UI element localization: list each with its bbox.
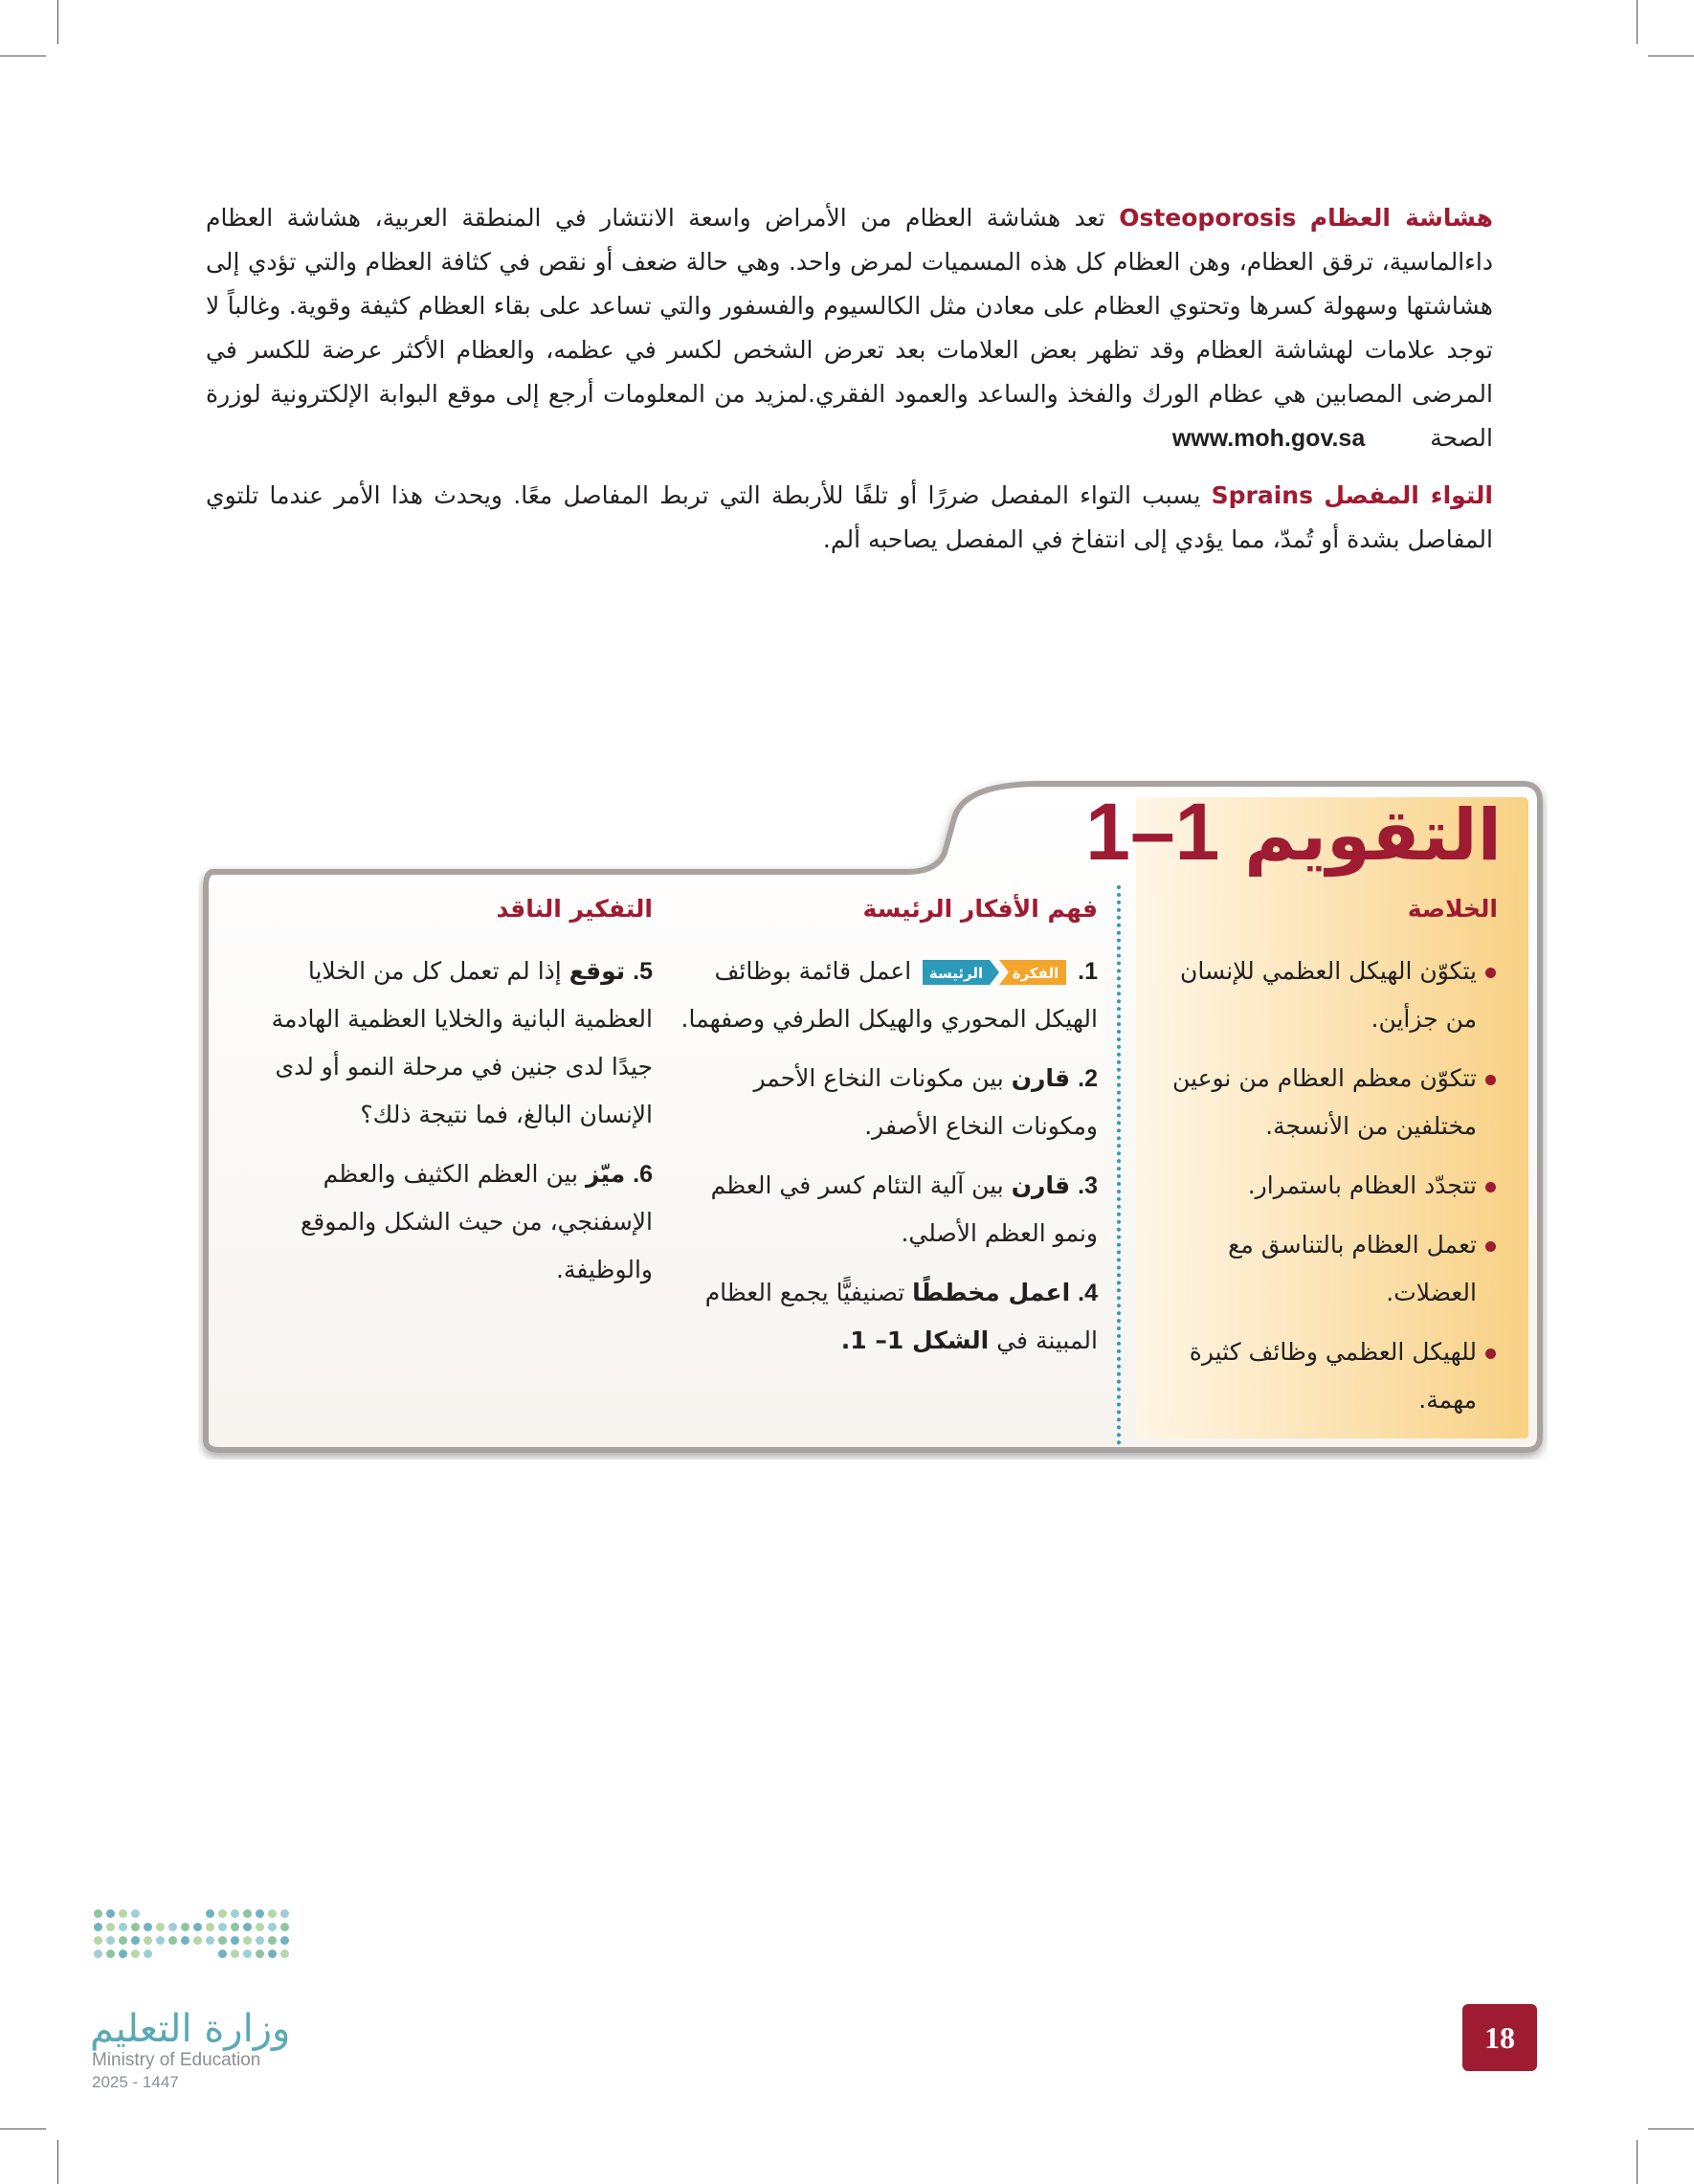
badge-text-left: الفكرة	[1012, 965, 1059, 982]
question-number: 6.	[633, 1161, 653, 1188]
logo-dot	[256, 1909, 264, 1918]
logo-dot	[280, 1936, 289, 1945]
question-text: بين آلية التئام كسر في العظم ونمو العظم الأصلي.	[710, 1171, 1098, 1247]
logo-dot	[119, 1909, 127, 1918]
question-text: بين العظم الكثيف والعظم الإسفنجي، من حيث الشكل والموقع والوظيفة.	[300, 1160, 653, 1283]
question-text: اعمل قائمة بوظائف الهيكل المحوري والهيكل الطرفي وصفهما.	[680, 957, 1098, 1033]
logo-dot	[280, 1909, 289, 1918]
question-text: تصنيفيًّا يجمع العظام المبينة في	[704, 1279, 1098, 1354]
logo-dot	[243, 1936, 252, 1945]
logo-dot	[231, 1950, 239, 1958]
question-text: إذا لم تعمل كل من الخلايا العظمية البانية والخلايا العظمية الهادمة جيدًا لدى جنين في مرحلة النمو أو لدى الإنسان البالغ، فما نتيجة ذلك؟	[271, 957, 653, 1128]
crop-mark	[57, 2140, 58, 2184]
osteoporosis-paragraph	[206, 196, 1493, 460]
question-item	[677, 1055, 1098, 1150]
logo-dot	[280, 1923, 289, 1931]
logo-dot	[106, 1923, 115, 1931]
logo-dot	[268, 1950, 277, 1958]
logo-dot	[144, 1936, 152, 1945]
logo-dot	[94, 1950, 102, 1958]
page-number: 18	[1462, 2004, 1537, 2071]
logo-dot	[144, 1923, 152, 1931]
logo-dot	[156, 1936, 165, 1945]
logo-dot	[256, 1936, 264, 1945]
logo-dot	[181, 1936, 189, 1945]
review-title-number: 1–1	[1085, 787, 1220, 877]
main-ideas-column	[677, 895, 1098, 1376]
logo-dot	[268, 1909, 277, 1918]
main-idea-badge	[923, 958, 1066, 987]
summary-item: يتكوّن الهيكل العظمي للإنسان من جزأين.	[1163, 947, 1477, 1043]
logo-dot	[243, 1950, 252, 1958]
main-ideas-heading: فهم الأفكار الرئيسة	[862, 895, 1098, 923]
column-divider	[1117, 885, 1121, 1445]
logo-dot	[268, 1923, 277, 1931]
review-title	[1085, 786, 1502, 879]
main-ideas-list	[677, 947, 1098, 1365]
osteoporosis-term-en: Osteoporosis	[1119, 204, 1297, 232]
question-verb: اعمل مخططًا	[912, 1279, 1071, 1306]
question-number: 3.	[1078, 1172, 1098, 1199]
logo-dot	[218, 1923, 227, 1931]
summary-item: تتكوّن معظم العظام من نوعين مختلفين من الأنسجة.	[1163, 1055, 1477, 1150]
crop-mark	[0, 2128, 46, 2129]
question-item	[677, 947, 1098, 1043]
summary-item: تعمل العظام بالتناسق مع العضلات.	[1163, 1221, 1477, 1317]
logo-dot	[106, 1936, 115, 1945]
bullet-icon	[1485, 1182, 1496, 1192]
logo-dot	[206, 1909, 214, 1918]
sprains-term-ar: التواء المفصل	[1324, 481, 1493, 509]
logo-dot	[256, 1950, 264, 1958]
logo-dot	[131, 1923, 140, 1931]
question-number: 4.	[1078, 1280, 1098, 1306]
logo-dot	[94, 1923, 102, 1931]
critical-thinking-heading: التفكير الناقد	[496, 895, 653, 923]
crop-mark	[1637, 0, 1638, 44]
logo-dot	[193, 1936, 202, 1945]
critical-thinking-column	[236, 895, 653, 1305]
bullet-icon	[1485, 1075, 1496, 1085]
critical-thinking-list	[236, 947, 653, 1294]
bullet-icon	[1485, 1348, 1496, 1359]
edition-year: 2025 - 1447	[92, 2073, 179, 2091]
logo-dot	[206, 1936, 214, 1945]
crop-mark	[1637, 2140, 1638, 2184]
review-box	[198, 780, 1548, 1460]
logo-dot	[168, 1923, 177, 1931]
logo-dot	[119, 1950, 127, 1958]
question-item	[236, 947, 653, 1139]
question-verb: توقع	[568, 957, 626, 985]
logo-dot	[193, 1923, 202, 1931]
logo-dot	[131, 1909, 140, 1918]
badge-text-right: الرئيسة	[929, 965, 984, 982]
logo-dot	[131, 1950, 140, 1958]
sprains-paragraph	[206, 474, 1493, 562]
sprains-text: يسبب التواء المفصل ضررًا أو تلفًا للأربطة التي تربط المفاصل معًا. ويحدث هذا الأمر عندما تلتوي المفاصل بشدة أو تُمدّ، مما يؤدي إلى انتفاخ في المفصل يصاحبه ألم.	[206, 481, 1493, 553]
question-verb: قارن	[1011, 1064, 1071, 1092]
ministry-name-ar: وزارة التعليم	[90, 2007, 291, 2051]
osteoporosis-text: تعد هشاشة العظام من الأمراض واسعة الانتشار في المنطقة العربية، هشاشة العظام داءالماسية، ترقق العظام، وهن العظام كل هذه المسميات لمرض واحد. وهي حالة ضعف أو نقص في كثافة العظام والتي تؤدي إلى هشاشتها وسهولة كسرها وتحتوي العظام على معادن مثل الكالسيوم والفسفور والتي تساعد على بقاء العظام كثيفة وقوية. وغالباً لا توجد علامات لهشاشة العظام وقد تظهر بعض العلامات بعد تعرض الشخص لكسر في عظمه، والعظام الأكثر عرضة للكسر في المرضى المصابين هي عظام الورك والفخذ والساعد والعمود الفقري.لمزيد من المعلومات أرجع إلى موقع البوابة الإلكترونية لوزرة الصحة	[206, 204, 1493, 452]
logo-dot	[256, 1923, 264, 1931]
summary-list	[1163, 947, 1477, 1424]
sprains-term-en: Sprains	[1211, 481, 1313, 509]
logo-dot	[106, 1909, 115, 1918]
bullet-icon	[1485, 968, 1496, 978]
logo-dot	[280, 1950, 289, 1958]
logo-dot	[156, 1923, 165, 1931]
logo-dot	[181, 1923, 189, 1931]
summary-heading: الخلاصة	[1407, 895, 1498, 923]
logo-dot	[231, 1936, 239, 1945]
question-number: 5.	[633, 958, 653, 985]
logo-dot	[94, 1909, 102, 1918]
logo-dot	[119, 1936, 127, 1945]
logo-dot	[119, 1923, 127, 1931]
logo-dot	[206, 1923, 214, 1931]
question-item	[677, 1269, 1098, 1365]
question-item	[236, 1150, 653, 1294]
moh-url[interactable]: www.moh.gov.sa	[1171, 425, 1366, 452]
logo-dot	[131, 1936, 140, 1945]
summary-item: للهيكل العظمي وظائف كثيرة مهمة.	[1163, 1328, 1477, 1424]
summary-item: تتجدّد العظام باستمرار.	[1163, 1162, 1477, 1210]
ministry-logo	[77, 1909, 325, 2101]
logo-dot	[243, 1923, 252, 1931]
logo-dot	[106, 1950, 115, 1958]
question-verb: ميّز	[585, 1160, 626, 1188]
crop-mark	[1648, 2128, 1694, 2129]
summary-column	[1163, 895, 1498, 1436]
logo-dot	[243, 1909, 252, 1918]
question-number: 1.	[1078, 958, 1098, 985]
logo-dot	[144, 1950, 152, 1958]
logo-dot	[218, 1936, 227, 1945]
logo-dot	[218, 1909, 227, 1918]
question-text: بين مكونات النخاع الأحمر ومكونات النخاع الأصفر.	[753, 1064, 1098, 1140]
logo-dot	[231, 1909, 239, 1918]
figure-reference: الشكل 1– 1.	[840, 1326, 990, 1354]
logo-dot	[231, 1923, 239, 1931]
logo-dot	[268, 1936, 277, 1945]
logo-dot	[94, 1936, 102, 1945]
logo-dot	[168, 1936, 177, 1945]
osteoporosis-term-ar: هشاشة العظام	[1309, 204, 1494, 232]
crop-mark	[57, 0, 58, 44]
ministry-name-en: Ministry of Education	[92, 2050, 261, 2070]
question-number: 2.	[1078, 1065, 1098, 1092]
question-item	[677, 1162, 1098, 1258]
review-title-text: التقويم	[1244, 794, 1502, 877]
logo-dot	[218, 1950, 227, 1958]
bullet-icon	[1485, 1241, 1496, 1252]
question-verb: قارن	[1011, 1171, 1071, 1199]
